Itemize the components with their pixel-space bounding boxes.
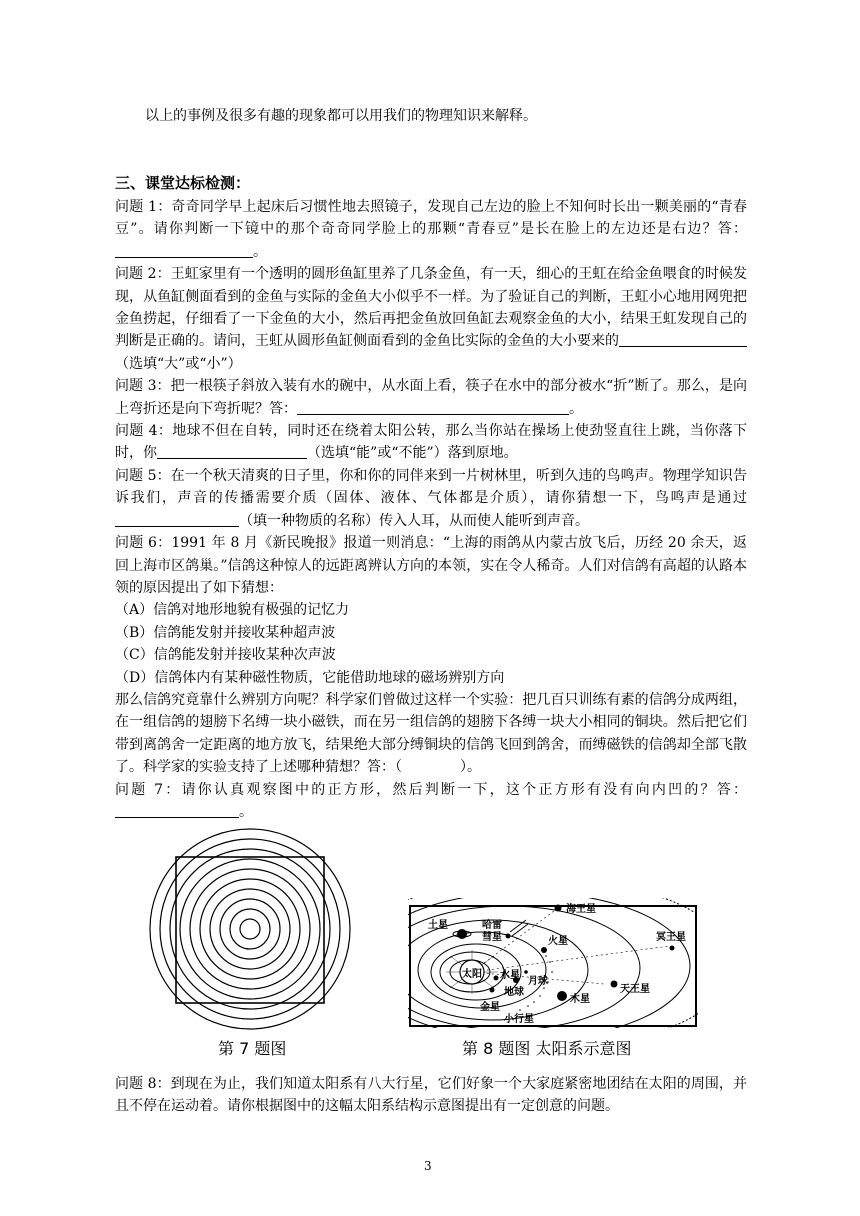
label-pluto: 冥王星 <box>656 932 686 943</box>
ring-2 <box>160 839 340 1019</box>
question-3 <box>115 375 747 420</box>
option-c: （C）信鸽能发射并接收某种次声波 <box>115 647 336 664</box>
ring-4 <box>180 859 320 999</box>
mars-dot <box>541 947 547 953</box>
answer-blank-5[interactable] <box>115 512 239 527</box>
question-8: 问题 8：到现在为止，我们知道太阳系有八大行星，它们好象一个大家庭紧密地团结在太阳的周围，并且不停在运动着。请你根据图中的这幅太阳系结构示意图提出有一定创意的问题。 <box>115 1076 747 1115</box>
label-venus: 金星 <box>480 1002 500 1013</box>
ring-8 <box>220 899 280 959</box>
questions-block <box>115 196 747 823</box>
label-mars: 火星 <box>548 936 568 947</box>
question-7-end: 。 <box>239 803 253 820</box>
neptune-dot <box>555 905 562 912</box>
question-2-end: （选填“大”或“小”） <box>115 355 242 372</box>
figure-7-caption: 第 7 题图 <box>218 1039 287 1058</box>
label-jupiter: 木星 <box>570 994 590 1005</box>
label-sun: 太阳 <box>462 969 482 980</box>
moon-dot <box>524 970 528 974</box>
page-number: 3 <box>424 1159 432 1173</box>
question-4-end: （选填“能”或“不能”）落到原地。 <box>307 445 518 462</box>
answer-blank-2[interactable] <box>619 332 747 347</box>
option-a: （A）信鸽对地形地貌有极强的记忆力 <box>115 602 350 619</box>
question-7 <box>115 779 747 824</box>
figure-8-solar-system <box>408 898 698 1028</box>
question-2-text: 问题 2：王虹家里有一个透明的圆形鱼缸里养了几条金鱼，有一天，细心的王虹在给金鱼喂食的时候发现，从鱼缸侧面看到的金鱼与实际的金鱼大小似乎不一样。为了验证自己的判断，王虹小心地用网兜把金鱼捞起，仔细看了一下金鱼的大小，然后再把金鱼放回鱼缸去观察金鱼的大小，结果王虹发现自己的判断是正确的。请问，王虹从圆形鱼缸侧面看到的金鱼比实际的金鱼的大小要来的 <box>115 266 747 350</box>
jupiter-dot <box>557 991 567 1001</box>
comet-dot <box>506 934 511 939</box>
ring-6 <box>200 879 300 979</box>
question-1 <box>115 196 747 263</box>
section-title: 三、课堂达标检测： <box>115 174 251 192</box>
question-3-end: 。 <box>569 400 583 417</box>
answer-blank-7[interactable] <box>115 803 239 818</box>
pluto-dot <box>670 946 675 951</box>
question-1-text: 问题 1：奇奇同学早上起床后习惯性地去照镜子，发现自己左边的脸上不知何时长出一颗美丽的“青春豆”。请你判断一下镜中的那个奇奇同学脸上的那颗“青春豆”是长在脸上的左边还是右边？答： <box>115 199 747 238</box>
label-comet: 彗星 <box>482 932 502 943</box>
question-6-text: 问题 6：1991 年 8 月《新民晚报》报道一则消息：“上海的雨鸽从内蒙古放飞后，历经 20 余天，返回上海市区鸽巢。”信鸽这种惊人的远距离辨认方向的本领，实在令人稀奇。人们对信鸽有高超的认路本领的原因提出了如下猜想： <box>115 535 747 596</box>
answer-blank-1[interactable] <box>115 243 253 258</box>
question-2 <box>115 263 747 375</box>
ring-3 <box>170 849 330 1009</box>
question-6 <box>115 532 747 599</box>
question-4 <box>115 420 747 465</box>
option-d: （D）信鸽体内有某种磁性物质，它能借助地球的磁场辨别方向 <box>115 669 505 686</box>
question-5 <box>115 465 747 532</box>
label-moon: 月球 <box>528 976 548 987</box>
ring-7 <box>210 889 290 969</box>
venus-dot <box>490 988 495 993</box>
question-6-follow <box>115 689 747 779</box>
ring-5 <box>190 869 310 989</box>
label-uranus: 天王星 <box>620 984 650 995</box>
figure-8-caption: 第 8 题图 太阳系示意图 <box>462 1039 632 1058</box>
question-6-follow-end: ）。 <box>460 759 481 776</box>
question-7-text: 问题 7：请你认真观察图中的正方形，然后判断一下，这个正方形有没有向内凹的？答： <box>115 781 747 798</box>
ring-9 <box>230 909 270 949</box>
option-b: （B）信鸽能发射并接收某种超声波 <box>115 624 336 641</box>
label-neptune: 海王星 <box>566 904 596 915</box>
answer-blank-4[interactable] <box>157 444 307 459</box>
label-mercury: 水星 <box>500 970 520 981</box>
label-saturn: 土星 <box>428 920 448 931</box>
figure-7-illusion <box>148 827 352 1031</box>
label-earth: 地球 <box>504 987 524 998</box>
label-halley: 哈雷 <box>482 920 502 931</box>
question-3-text: 问题 3：把一根筷子斜放入装有水的碗中，从水面上看，筷子在水中的部分被水“折”断了。那么，是向上弯折还是向下弯折呢？答： <box>115 378 747 417</box>
question-4-text: 问题 4：地球不但在自转，同时还在绕着太阳公转，那么当你站在操场上使劲竖直往上跳，当你落下时，你 <box>115 423 747 462</box>
mercury-dot <box>494 976 499 981</box>
label-asteroid: 小行星 <box>504 1014 534 1025</box>
ring-10 <box>240 919 260 939</box>
question-5-text: 问题 5：在一个秋天清爽的日子里，你和你的同伴来到一片树林里，听到久违的鸟鸣声。物理学知识告诉我们，声音的传播需要介质（固体、液体、气体都是介质），请你猜想一下，鸟鸣声是通过 <box>115 467 747 507</box>
question-8-block <box>115 1073 747 1118</box>
uranus-dot <box>611 981 618 988</box>
question-5-end: （填一种物质的名称）传入人耳，从而使人能听到声音。 <box>239 512 589 529</box>
question-1-end: 。 <box>253 243 267 260</box>
question-6-follow-text: 那么信鸽究竟靠什么辨别方向呢？科学家们曾做过这样一个实验：把几百只训练有素的信鸽分成两组，在一组信鸽的翅膀下名缚一块小磁铁，而在另一组信鸽的翅膀下各缚一块大小相同的铜块。然后把它们带到离鸽舍一定距离的地方放飞，结果绝大部分缚铜块的信鸽飞回到鸽舍，而缚磁铁的信鸽却全部飞散了。科学家的实验支持了上述哪种猜想？答：（ <box>115 691 747 776</box>
answer-blank-3[interactable] <box>297 400 569 415</box>
intro-paragraph: 以上的事例及很多有趣的现象都可以用我们的物理知识来解释。 <box>145 108 537 124</box>
